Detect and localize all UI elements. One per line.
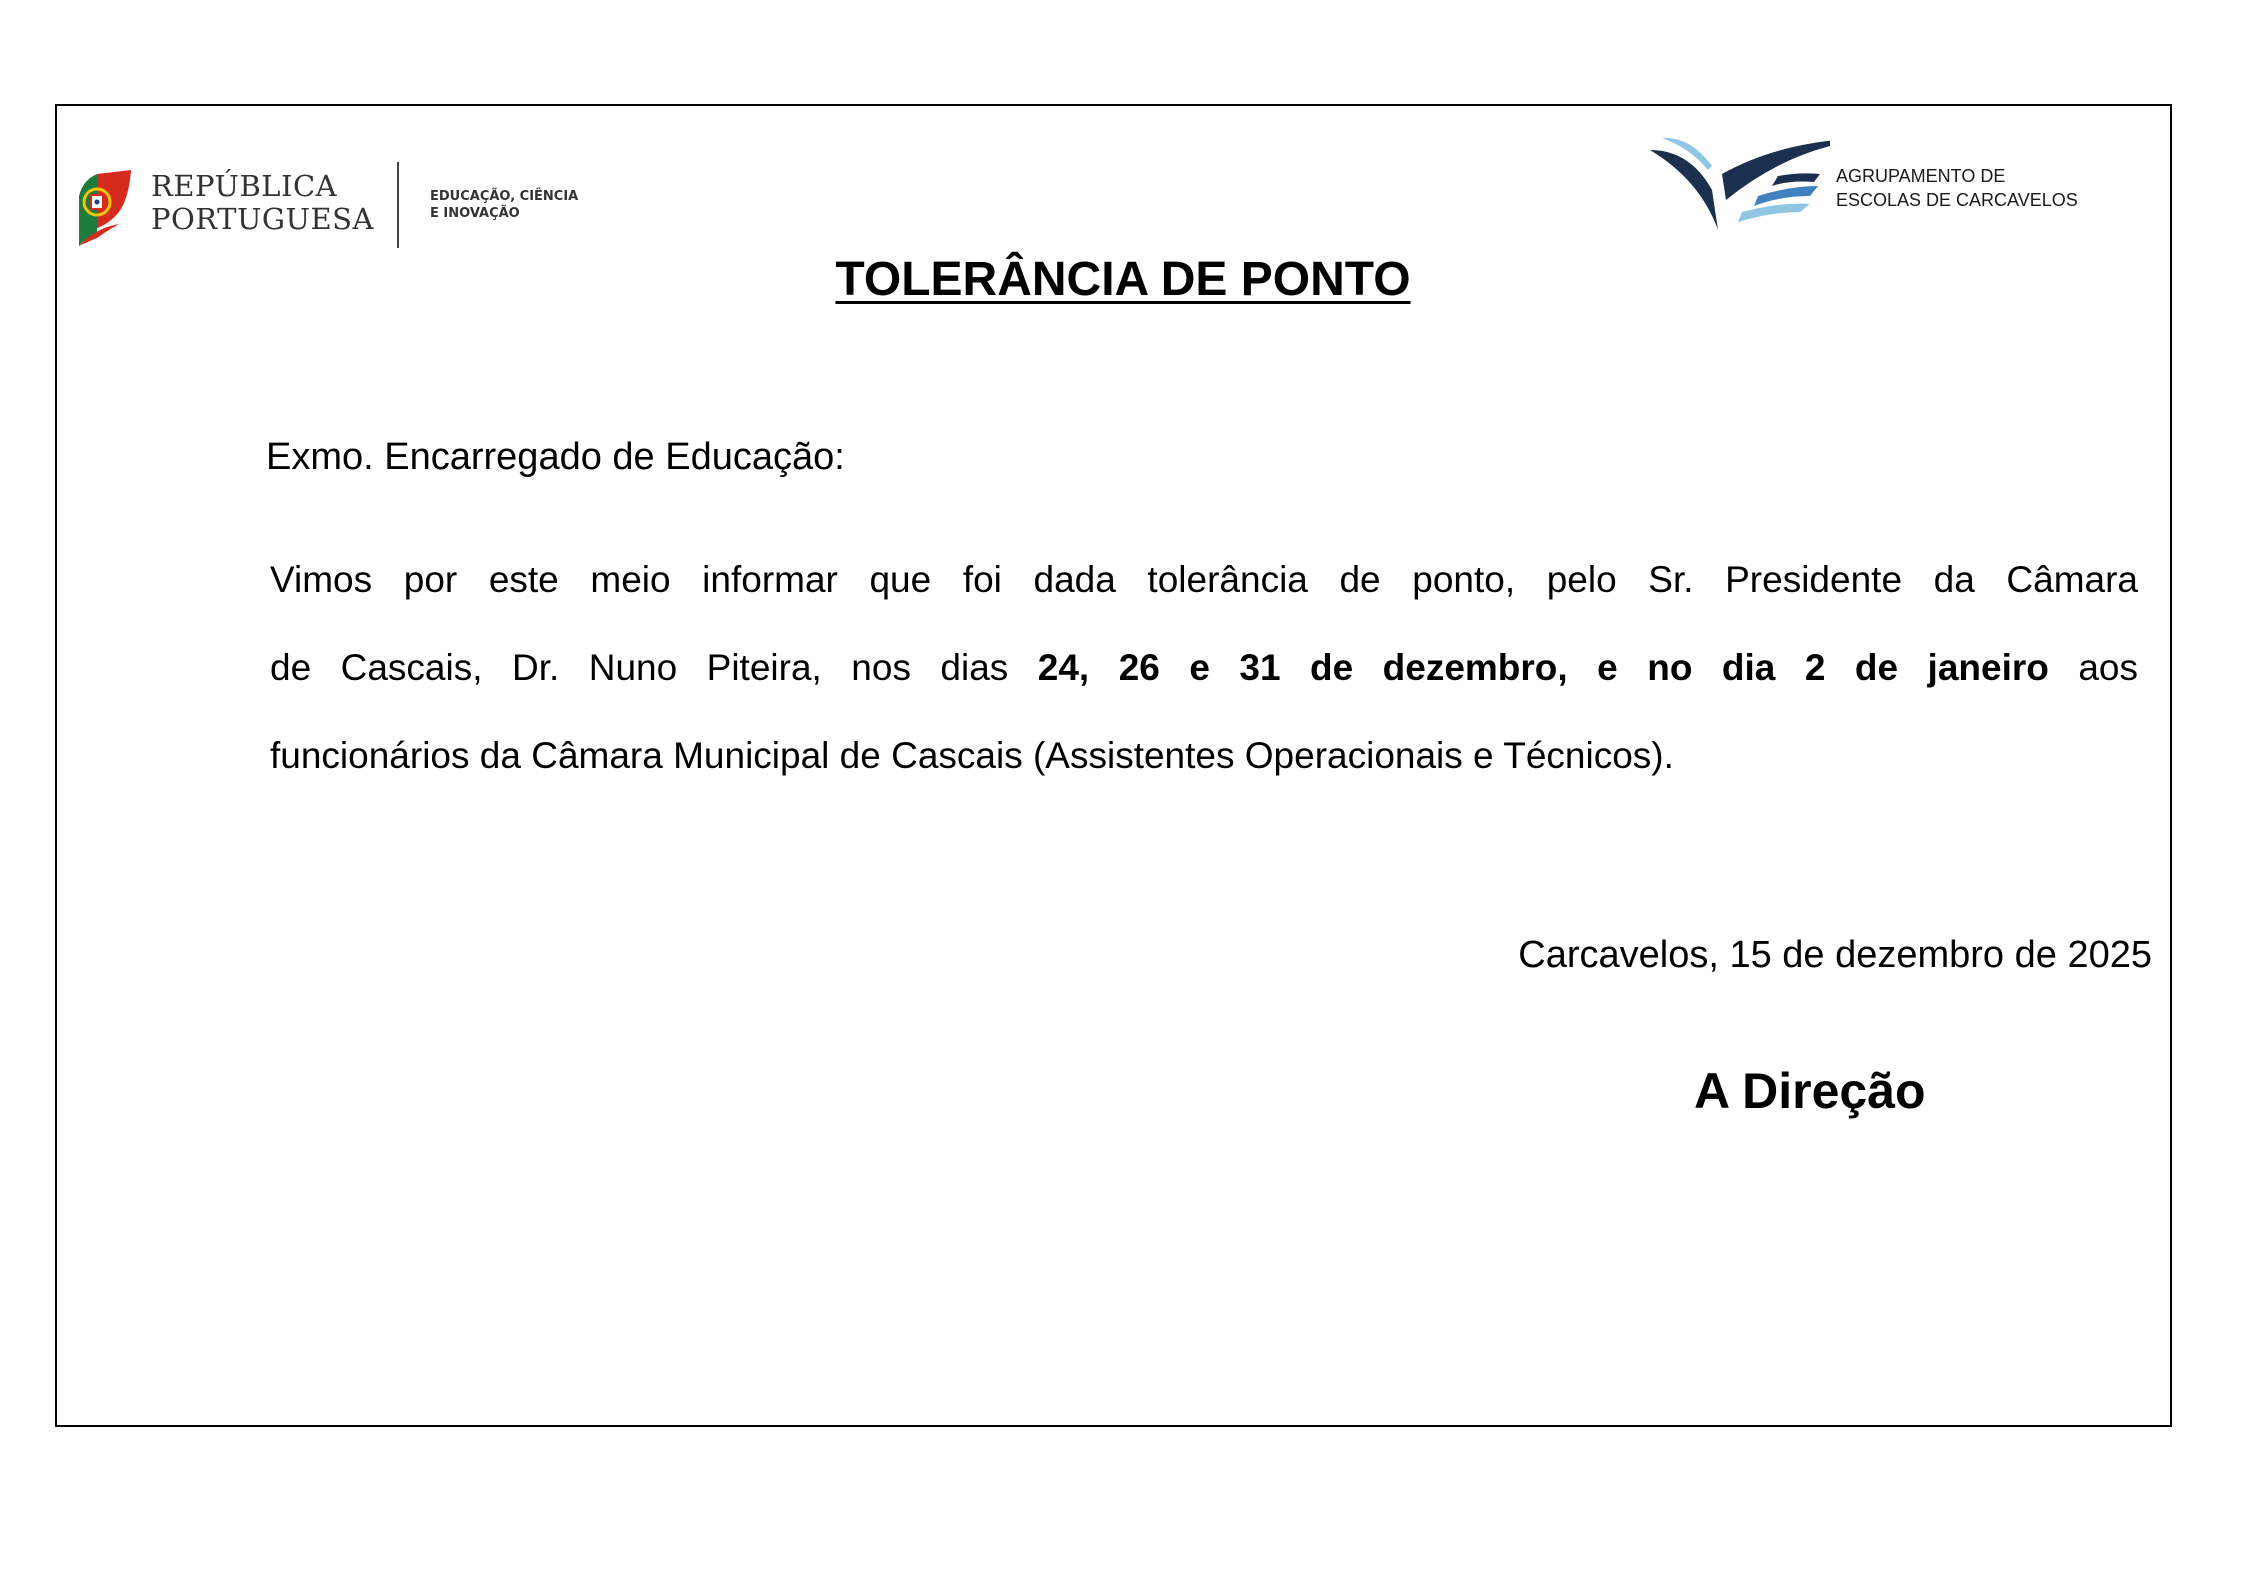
school-name: AGRUPAMENTO DE ESCOLAS DE CARCAVELOS xyxy=(1836,166,2078,210)
paragraph-line: Vimos por este meio informar que foi dada tolerância de ponto, pelo Sr. Presidente da Câmara xyxy=(270,559,2138,600)
signature: A Direção xyxy=(1694,1063,1926,1119)
gov-name: REPÚBLICA PORTUGUESA xyxy=(151,169,374,236)
logo-divider xyxy=(397,162,399,248)
highlighted-dates: 24, 26 e 31 de dezembro, e no dia 2 de janeiro xyxy=(1037,647,2049,688)
greeting: Exmo. Encarregado de Educação: xyxy=(266,436,845,478)
portuguese-flag-icon xyxy=(75,168,133,248)
paragraph-line: de Cascais, Dr. Nuno Piteira, nos dias 24, 26 e 31 de dezembro, e no dia 2 de janeiro aos xyxy=(270,647,2138,688)
paragraph-line: funcionários da Câmara Municipal de Cascais (Assistentes Operacionais e Técnicos). xyxy=(270,735,1674,776)
school-wave-icon xyxy=(1650,130,1830,235)
place-date: Carcavelos, 15 de dezembro de 2025 xyxy=(1518,934,2152,976)
republica-portuguesa-logo xyxy=(75,160,595,252)
document-title: TOLERÂNCIA DE PONTO xyxy=(835,253,1411,306)
body-paragraph xyxy=(270,552,2138,816)
school-logo xyxy=(1650,130,2080,235)
ministry-name: EDUCAÇÃO, CIÊNCIA E INOVAÇÃO xyxy=(430,189,579,221)
